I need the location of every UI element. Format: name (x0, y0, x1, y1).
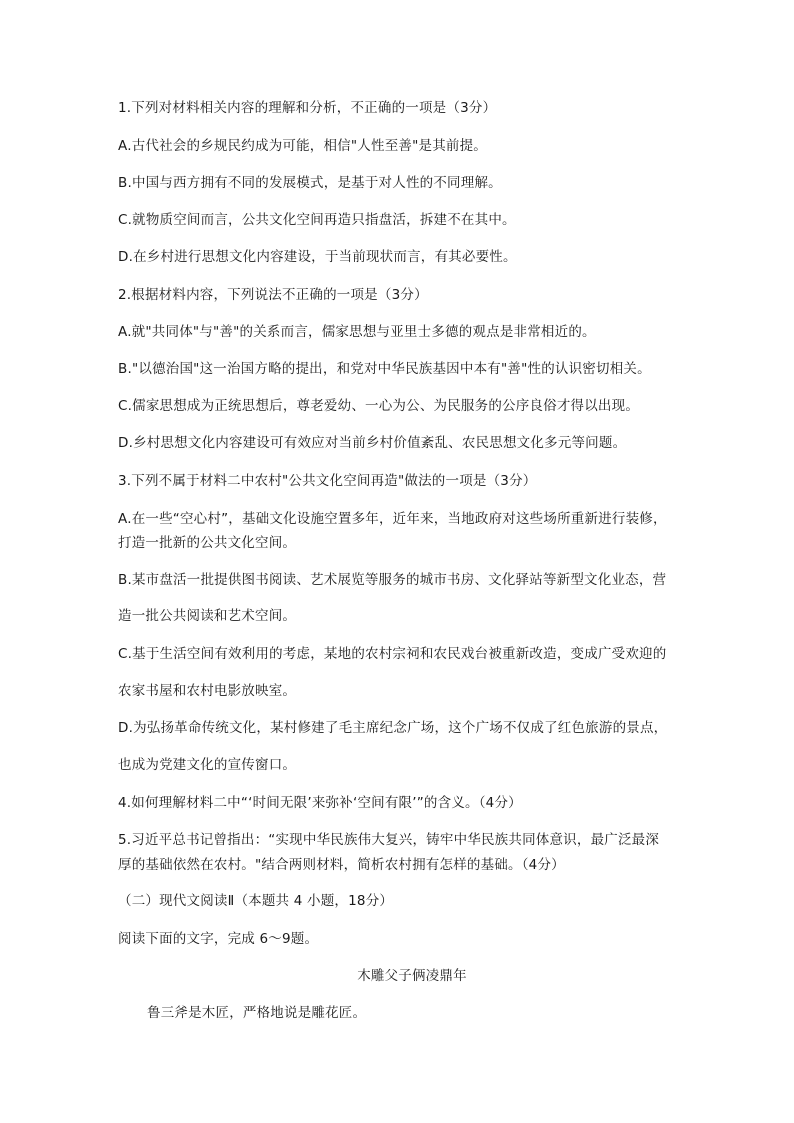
q1-option-a: A.古代社会的乡规民约成为可能，相信"人性至善"是其前提。 (118, 138, 488, 154)
q3-option-b-line2: 造一批公共阅读和艺术空间。 (118, 608, 297, 624)
q3-stem: 3.下列不属于材料二中农村"公共文化空间再造"做法的一项是（3分） (118, 473, 537, 489)
q4-stem: 4.如何理解材料二中“‘时间无限’来弥补‘空间有限’”的含义。（4分） (118, 795, 522, 811)
q5-stem-line1: 5.习近平总书记曾指出：“实现中华民族伟大复兴，铸牢中华民族共同体意识，最广泛最深 (118, 832, 660, 848)
q2-stem: 2.根据材料内容，下列说法不正确的一项是（3分） (118, 287, 428, 303)
section-heading: （二）现代文阅读Ⅱ（本题共 4 小题，18分） (118, 893, 394, 909)
q3-option-d-line2: 也成为党建文化的宣传窗口。 (118, 757, 297, 773)
q3-option-d-line1: D.为弘扬革命传统文化，某村修建了毛主席纪念广场，这个广场不仅成了红色旅游的景点， (118, 720, 668, 736)
q3-option-c-line1: C.基于生活空间有效利用的考虑，某地的农村宗祠和农民戏台被重新改造，变成广受欢迎的 (118, 646, 667, 662)
q2-option-d: D.乡村思想文化内容建设可有效应对当前乡村价值紊乱、农民思想文化多元等问题。 (118, 435, 627, 451)
q2-option-c: C.儒家思想成为正统思想后，尊老爱幼、一心为公、为民服务的公序良俗才得以出现。 (118, 398, 640, 414)
section-instruction: 阅读下面的文字，完成 6～9题。 (118, 931, 319, 947)
article-paragraph-1: 鲁三斧是木匠，严格地说是雕花匠。 (147, 1005, 367, 1021)
q3-option-a-line2: 打造一批新的公共文化空间。 (118, 535, 297, 551)
q1-stem: 1.下列对材料相关内容的理解和分析，不正确的一项是（3分） (118, 100, 497, 116)
q2-option-b: B."以德治国"这一治国方略的提出，和党对中华民族基因中本有"善"性的认识密切相关。 (118, 361, 651, 377)
q1-option-d: D.在乡村进行思想文化内容建设，于当前现状而言，有其必要性。 (118, 249, 517, 265)
q2-option-a: A.就"共同体"与"善"的关系而言，儒家思想与亚里士多德的观点是非常相近的。 (118, 324, 596, 340)
q3-option-c-line2: 农家书屋和农村电影放映室。 (118, 683, 297, 699)
q3-option-b-line1: B.某市盘活一批提供图书阅读、艺术展览等服务的城市书房、文化驿站等新型文化业态，营 (118, 572, 667, 588)
q1-option-b: B.中国与西方拥有不同的发展模式，是基于对人性的不同理解。 (118, 175, 502, 191)
q5-stem-line2: 厚的基础依然在农村。"结合两则材料，简析农村拥有怎样的基础。（4分） (118, 857, 565, 873)
q3-option-a-line1: A.在一些“空心村”，基础文化设施空置多年，近年来，当地政府对这些场所重新进行装修， (118, 511, 667, 527)
article-title: 木雕父子俩凌鼎年 (357, 968, 467, 984)
q1-option-c: C.就物质空间而言，公共文化空间再造只指盘活，拆建不在其中。 (118, 212, 516, 228)
